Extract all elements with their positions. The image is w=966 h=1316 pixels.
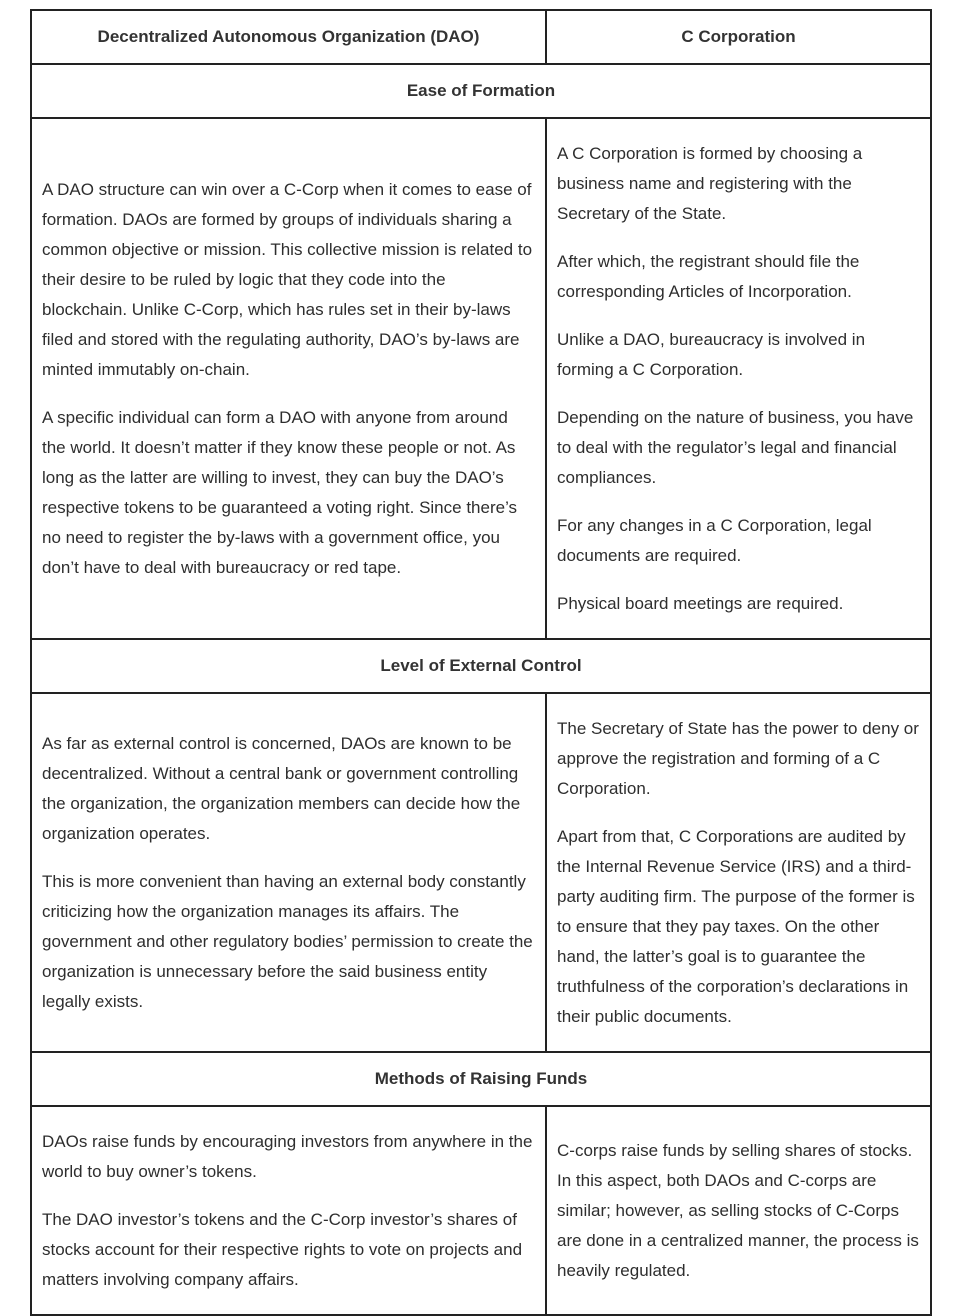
paragraph: As far as external control is concerned, DAOs are known to be decentralized. Without a central bank or government controlling the organization, the organization members can decide how the organization operates. [42,733,521,843]
dao-cell-raising-funds [31,1106,546,1315]
header-dao: Decentralized Autonomous Organization (DAO) [31,10,546,64]
table-row [31,1106,931,1315]
header-row [31,10,931,64]
paragraph: After which, the registrant should file the corresponding Articles of Incorporation. [557,251,860,301]
paragraph: Apart from that, C Corporations are audited by the Internal Revenue Service (IRS) and a third-party auditing firm. The purpose of the former is to ensure that they pay taxes. On the other hand, the latter’s goal is to guarantee the truthfulness of the corporation’s declarations in their public documents. [557,826,915,1026]
section-title-external-control: Level of External Control [31,639,931,693]
paragraph: A specific individual can form a DAO with anyone from around the world. It doesn’t matter if they know these people or not. As long as the latter are willing to invest, they can buy the DAO’s respective tokens to be guaranteed a voting right. Since there’s no need to register the by-laws with a government office, you don’t have to deal with bureaucracy or red tape. [42,407,518,577]
ccorp-cell-ease-of-formation [546,118,931,639]
paragraph: This is more convenient than having an external body constantly criticizing how the organization manages its affairs. The government and other regulatory bodies’ permission to create the organization is unnecessary before the said business entity legally exists. [42,871,533,1011]
dao-cell-ease-of-formation [31,118,546,639]
section-heading-row [31,639,931,693]
table-row [31,693,931,1052]
paragraph: Physical board meetings are required. [557,593,844,613]
paragraph: A C Corporation is formed by choosing a business name and registering with the Secretary of the State. [557,143,863,223]
paragraph: For any changes in a C Corporation, legal documents are required. [557,515,872,565]
paragraph: The DAO investor’s tokens and the C-Corp investor’s shares of stocks account for their respective rights to vote on projects and matters involving company affairs. [42,1209,523,1289]
ccorp-cell-raising-funds [546,1106,931,1315]
ccorp-cell-external-control [546,693,931,1052]
header-c-corporation: C Corporation [546,10,931,64]
comparison-table [30,9,932,1316]
section-title-ease-of-formation: Ease of Formation [31,64,931,118]
section-heading-row [31,1052,931,1106]
paragraph: C-corps raise funds by selling shares of stocks. In this aspect, both DAOs and C-corps are similar; however, as selling stocks of C-Corps are done in a centralized manner, the process is heavily regulated. [557,1140,919,1280]
paragraph: The Secretary of State has the power to deny or approve the registration and forming of a C Corporation. [557,718,919,798]
paragraph: DAOs raise funds by encouraging investors from anywhere in the world to buy owner’s tokens. [42,1131,533,1181]
paragraph: Unlike a DAO, bureaucracy is involved in forming a C Corporation. [557,329,866,379]
section-heading-row [31,64,931,118]
table-row [31,118,931,639]
paragraph: Depending on the nature of business, you have to deal with the regulator’s legal and financial compliances. [557,407,914,487]
dao-cell-external-control [31,693,546,1052]
paragraph: A DAO structure can win over a C-Corp when it comes to ease of formation. DAOs are formed by groups of individuals sharing a common objective or mission. This collective mission is related to their desire to be ruled by logic that they code into the blockchain. Unlike C-Corp, which has rules set in their by-laws filed and stored with the regulating authority, DAO’s by-laws are minted immutably on-chain. [42,179,533,379]
section-title-raising-funds: Methods of Raising Funds [31,1052,931,1106]
